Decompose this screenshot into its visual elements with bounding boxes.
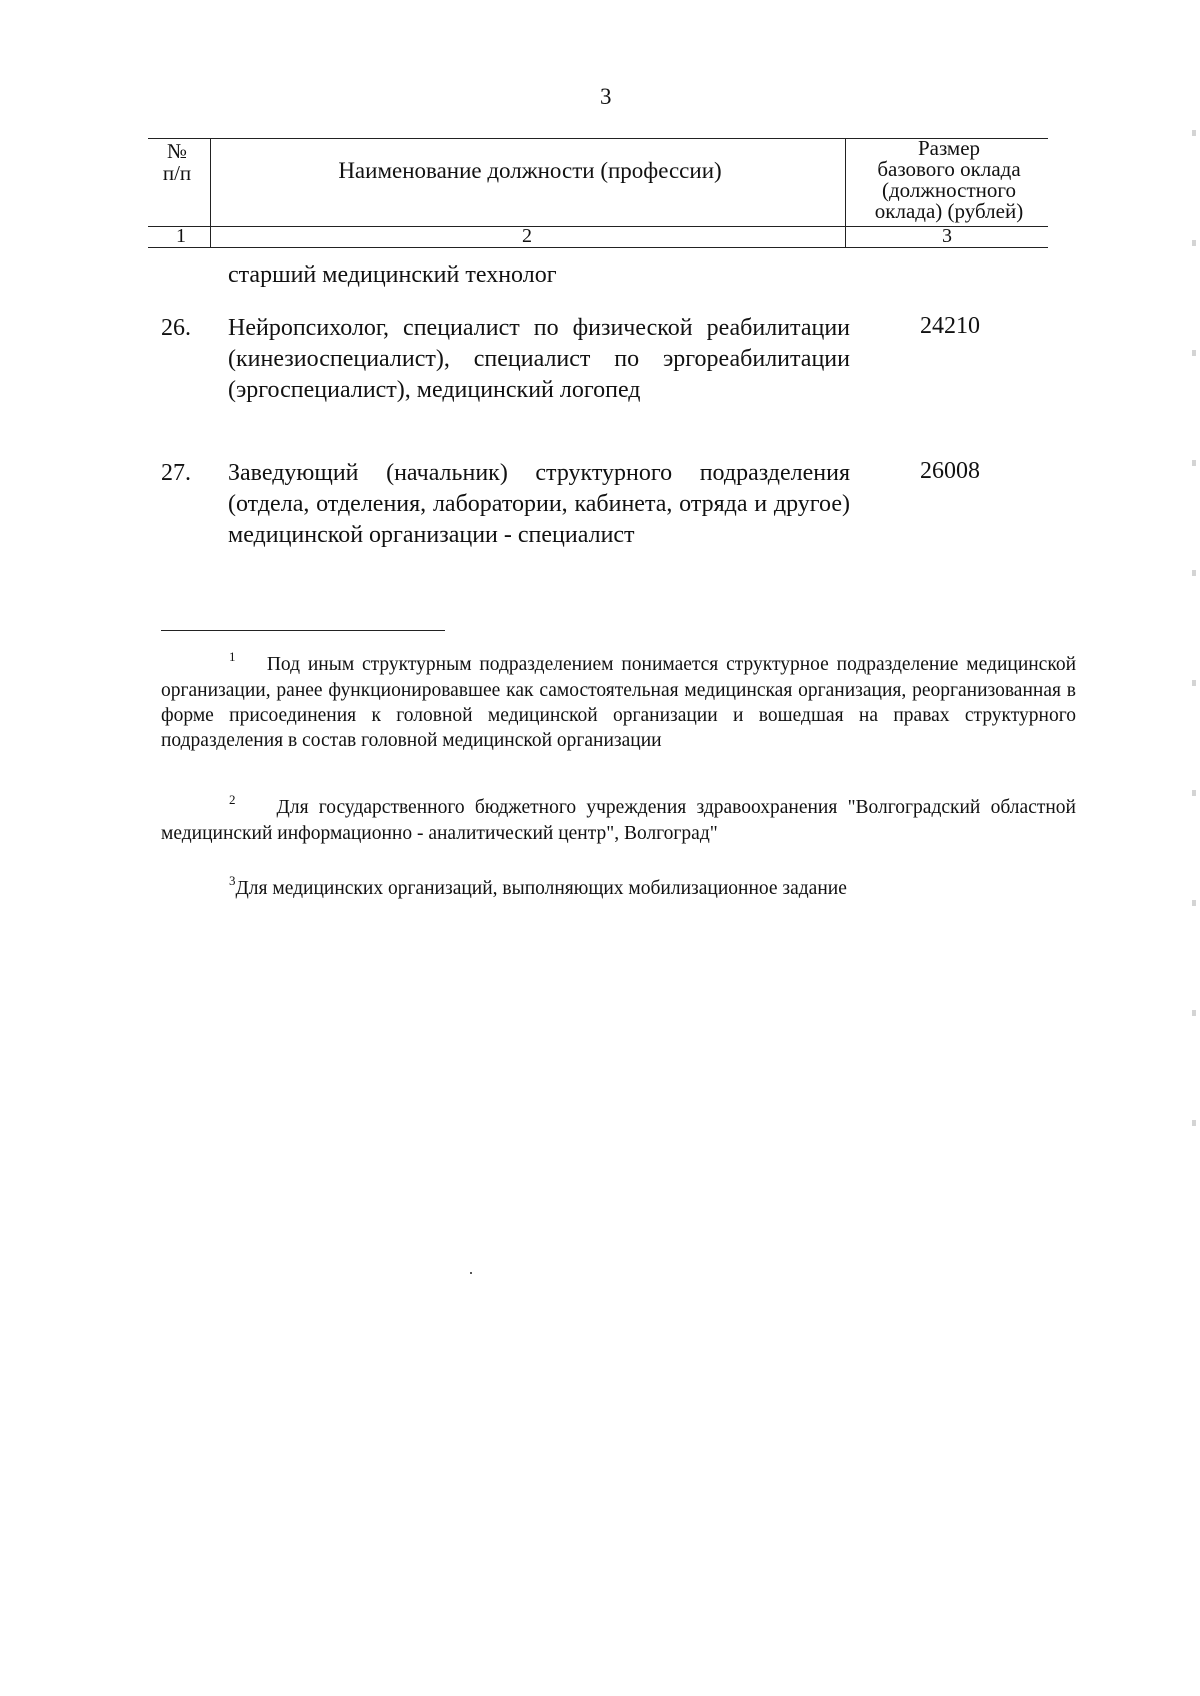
row-title: Заведующий (начальник) структурного подразделения (отдела, отделения, лаборатории, кабинета, отряда и другое) медицинской организации - специалист: [228, 460, 850, 548]
scan-edge-marks: [1192, 90, 1196, 1140]
header-salary-line-3: (должностного: [882, 178, 1016, 202]
footnote-mark: 1: [229, 649, 236, 664]
footnote-1: [161, 649, 1077, 753]
scan-speck: [470, 1272, 472, 1274]
header-salary-line-2: базового оклада: [877, 157, 1021, 181]
header-number-abbr: п/п: [162, 161, 192, 185]
footnote-mark: 3: [229, 873, 236, 888]
header-position-name: Наименование должности (профессии): [338, 158, 722, 183]
table-divider-2: [845, 138, 846, 248]
row-number: 26.: [161, 315, 191, 341]
row-salary-value: 26008: [920, 458, 980, 484]
footnote-text: Под иным структурным подразделением понимается структурное подразделение медицинской организации, ранее функционировавшее как самостоятельная медицинская организация, реорганизованная в форме присоединения к головной медицинской организации и вошедшая на правах структурного подразделения в состав головной медицинской организации: [161, 654, 1077, 751]
header-salary-line-4: оклада) (рублей): [874, 199, 1024, 223]
footnote-text: Для медицинских организаций, выполняющих мобилизационное задание: [235, 878, 847, 899]
footnote-text: Для государственного бюджетного учреждения здравоохранения "Волгоградский областной медицинский информационно - аналитический центр", Волгоград": [161, 797, 1076, 844]
row-number: 27.: [161, 460, 191, 486]
header-number-cell: [150, 140, 204, 184]
table-colnum-rule: [148, 247, 1048, 248]
header-salary-cell: [850, 138, 1048, 222]
table-header-rule: [148, 226, 1048, 227]
row-title: Нейропсихолог, специалист по физической реабилитации (кинезиоспециалист), специалист по эргореабилитации (эргоспециалист), медицинский логопед: [228, 315, 850, 403]
footnote-3: [161, 873, 1076, 902]
page-number: 3: [600, 84, 612, 109]
footnote-2: [161, 792, 1076, 846]
column-number-1: 1: [176, 225, 186, 247]
column-number-3: 3: [942, 225, 952, 247]
footnote-mark: 2: [229, 792, 236, 807]
column-number-2: 2: [522, 225, 532, 247]
table-divider-1: [210, 138, 211, 248]
header-salary-line-1: Размер: [917, 136, 981, 160]
header-number-symbol: №: [166, 139, 188, 163]
footnote-separator: [161, 630, 445, 631]
row-salary-value: 24210: [920, 313, 980, 339]
continuation-text: старший медицинский технолог: [228, 262, 557, 288]
